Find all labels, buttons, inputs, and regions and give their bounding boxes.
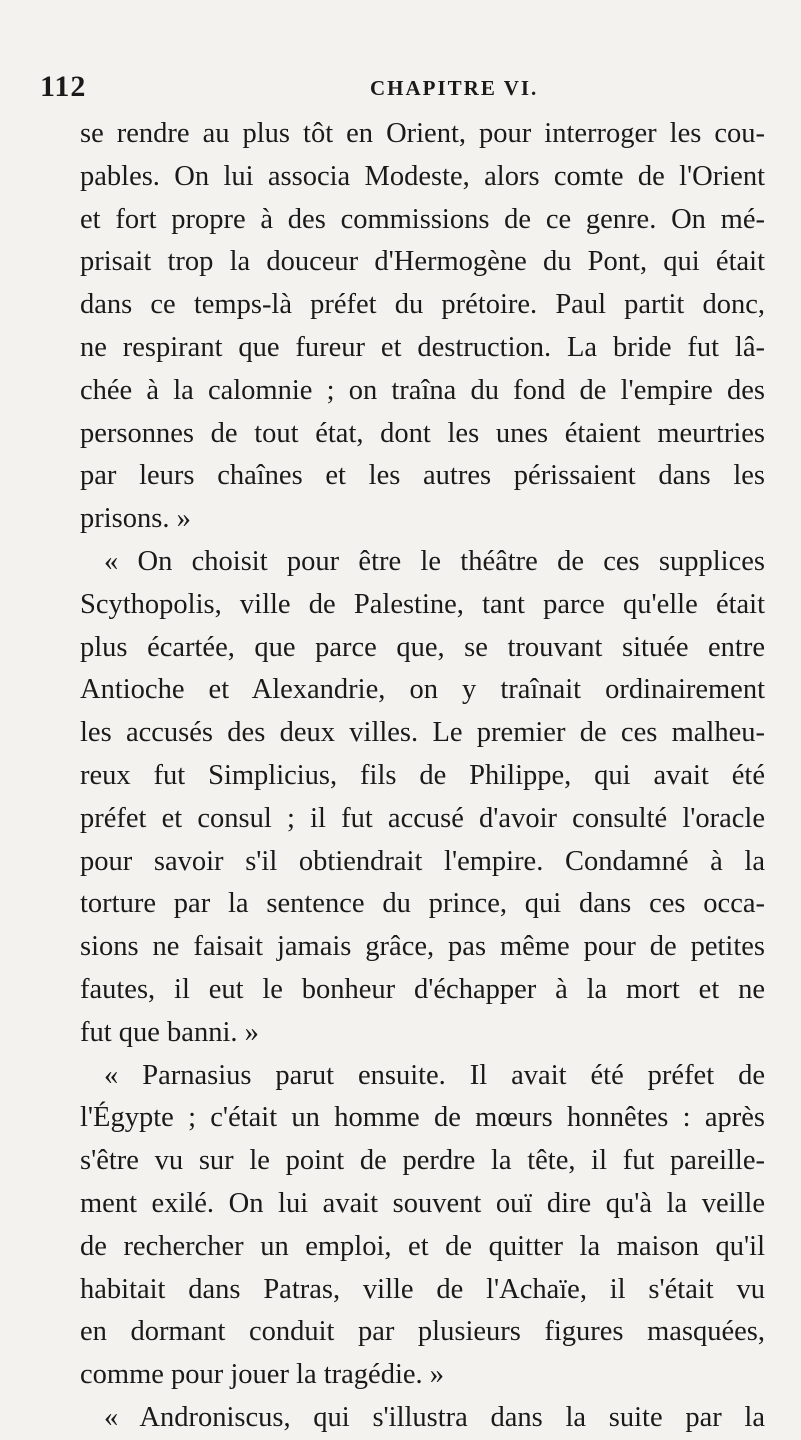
text-line: par leurs chaînes et les autres périssaient dans les [80, 460, 765, 492]
text-line: se rendre au plus tôt en Orient, pour interroger les cou- [80, 118, 765, 149]
text-line: et fort propre à des commissions de ce genre. On mé- [80, 203, 765, 235]
text-line: les accusés des deux villes. Le premier de ces malheu- [80, 717, 765, 749]
text-line: chée à la calomnie ; on traîna du fond de l'empire des [80, 374, 765, 406]
running-head: CHAPITRE VI. [370, 76, 539, 100]
text-line: reux fut Simplicius, fils de Philippe, qui avait été [80, 759, 765, 791]
text-line: en dormant conduit par plusieurs figures masquées, [80, 1316, 765, 1348]
text-line: l'Égypte ; c'était un homme de mœurs honnêtes : après [80, 1102, 765, 1134]
text-line: habitait dans Patras, ville de l'Achaïe, il s'était vu [80, 1273, 765, 1305]
text-line: pables. On lui associa Modeste, alors comte de l'Orient [80, 160, 765, 192]
text-line: fautes, il eut le bonheur d'échapper à la mort et ne [80, 973, 765, 1005]
text-line: comme pour jouer la tragédie. » [80, 1359, 445, 1391]
text-line: ment exilé. On lui avait souvent ouï dire qu'à la veille [80, 1187, 765, 1219]
text-line: préfet et consul ; il fut accusé d'avoir consulté l'oracle [80, 802, 765, 834]
text-line: de rechercher un emploi, et de quitter la maison qu'il [80, 1230, 765, 1262]
body-text [80, 113, 765, 1440]
text-line: sions ne faisait jamais grâce, pas même pour de petites [80, 931, 765, 963]
text-line: torture par la sentence du prince, qui dans ces occa- [80, 888, 765, 920]
text-line: prisons. » [80, 503, 191, 535]
text-line: « Parnasius parut ensuite. Il avait été préfet de [104, 1059, 765, 1091]
text-line: plus écartée, que parce que, se trouvant située entre [80, 631, 765, 663]
text-line: pour savoir s'il obtiendrait l'empire. Condamné à la [80, 845, 765, 877]
text-line: prisait trop la douceur d'Hermogène du Pont, qui était [80, 246, 765, 278]
page-header [40, 70, 762, 110]
text-line: ne respirant que fureur et destruction. La bride fut lâ- [80, 331, 765, 363]
text-line: personnes de tout état, dont les unes étaient meurtries [80, 417, 765, 449]
text-line: Antioche et Alexandrie, on y traînait ordinairement [80, 674, 765, 706]
text-line: « On choisit pour être le théâtre de ces supplices [104, 545, 765, 577]
text-line: fut que banni. » [80, 1016, 259, 1048]
text-line: « Androniscus, qui s'illustra dans la suite par la [104, 1401, 765, 1433]
text-line: s'être vu sur le point de perdre la tête, il fut pareille- [80, 1145, 765, 1177]
page-number: 112 [40, 70, 87, 103]
text-line: Scythopolis, ville de Palestine, tant parce qu'elle était [80, 588, 765, 620]
text-line: dans ce temps-là préfet du prétoire. Paul partit donc, [80, 289, 765, 321]
